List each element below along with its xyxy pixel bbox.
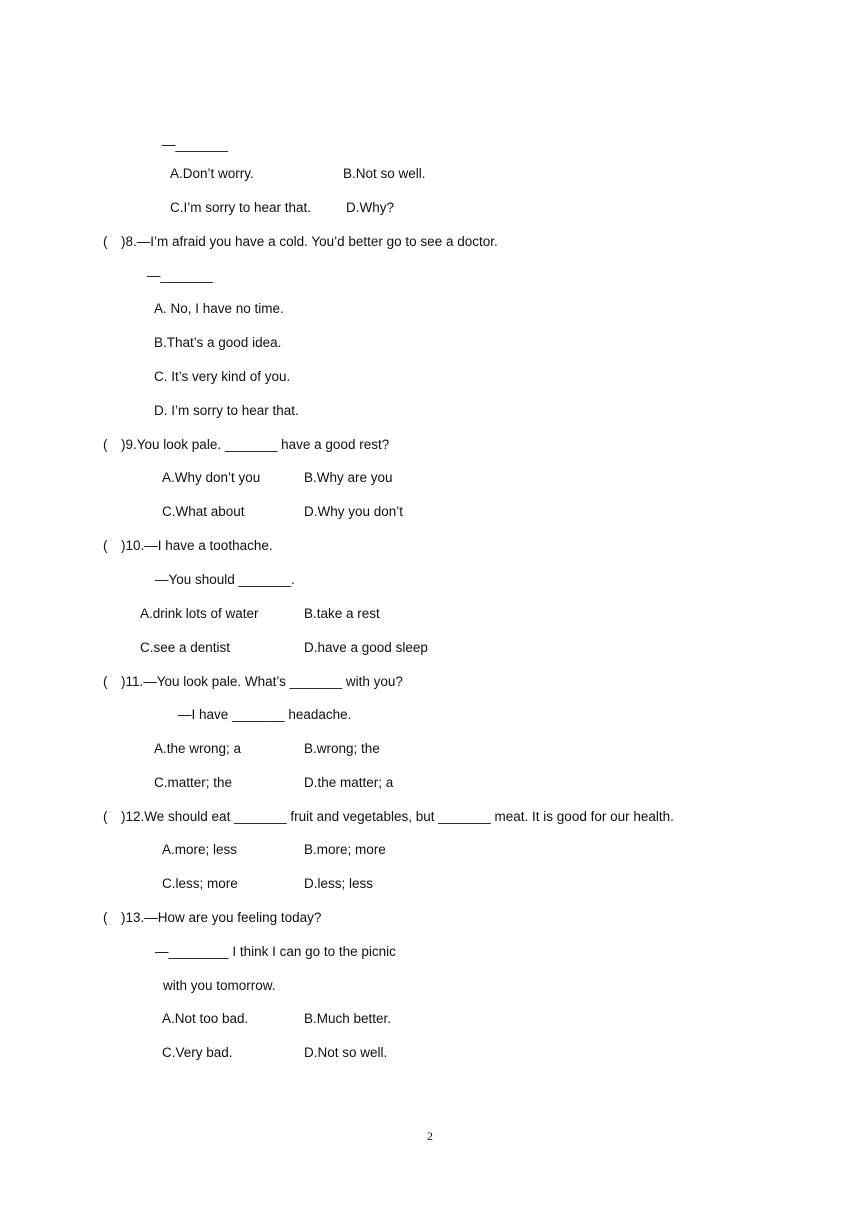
q10-option-b: B.take a rest (304, 606, 380, 621)
q13-option-b: B.Much better. (304, 1011, 392, 1026)
q10-option-d: D.have a good sleep (304, 640, 428, 655)
q10-option-c: C.see a dentist (140, 640, 231, 655)
q11-paren: ( (103, 674, 108, 689)
q13-answer-prompt: —________ I think I can go to the picnic (155, 944, 396, 959)
q9-option-c: C.What about (162, 504, 245, 519)
q10-answer-prompt: —You should _______. (155, 572, 295, 587)
q10-paren: ( (103, 538, 108, 553)
q7-answer-prompt: —_______ (162, 137, 229, 152)
q13-answer-prompt-continued: with you tomorrow. (163, 978, 276, 993)
q8-answer-prompt: —_______ (147, 268, 214, 283)
q11-question: )11.—You look pale. What’s _______ with you? (121, 674, 403, 689)
q13-question: )13.—How are you feeling today? (121, 910, 322, 925)
q12-option-d: D.less; less (304, 876, 374, 891)
q9-option-a: A.Why don’t you (162, 470, 261, 485)
q10-option-a: A.drink lots of water (140, 606, 259, 621)
q9-option-b: B.Why are you (304, 470, 393, 485)
q9-question: )9.You look pale. _______ have a good rest? (121, 437, 390, 452)
q8-paren: ( (103, 234, 108, 249)
q7-option-a: A.Don’t worry. (170, 166, 254, 181)
q9-option-d: D.Why you don’t (304, 504, 404, 519)
q12-option-c: C.less; more (162, 876, 238, 891)
q11-option-c: C.matter; the (154, 775, 233, 790)
q12-option-a: A.more; less (162, 842, 238, 857)
page-number: 2 (427, 1129, 433, 1143)
q11-option-a: A.the wrong; a (154, 741, 242, 756)
q13-option-a: A.Not too bad. (162, 1011, 249, 1026)
q13-option-c: C.Very bad. (162, 1045, 233, 1060)
q8-option-c: C. It’s very kind of you. (154, 369, 291, 384)
q8-question: )8.—I’m afraid you have a cold. You’d better go to see a doctor. (121, 234, 498, 249)
q11-option-d: D.the matter; a (304, 775, 394, 790)
q13-paren: ( (103, 910, 108, 925)
q11-option-b: B.wrong; the (304, 741, 380, 756)
q10-question: )10.—I have a toothache. (121, 538, 273, 553)
q7-option-c: C.I’m sorry to hear that. (170, 200, 312, 215)
q7-option-b: B.Not so well. (343, 166, 426, 181)
q12-option-b: B.more; more (304, 842, 386, 857)
q8-option-b: B.That’s a good idea. (154, 335, 282, 350)
q8-option-a: A. No, I have no time. (154, 301, 284, 316)
q9-paren: ( (103, 437, 108, 452)
q8-option-d: D. I’m sorry to hear that. (154, 403, 299, 418)
q13-option-d: D.Not so well. (304, 1045, 388, 1060)
q12-paren: ( (103, 809, 108, 824)
q11-answer-prompt: —I have _______ headache. (178, 707, 352, 722)
q7-option-d: D.Why? (346, 200, 395, 215)
q12-question: )12.We should eat _______ fruit and vegetables, but _______ meat. It is good for our health. (121, 809, 674, 824)
